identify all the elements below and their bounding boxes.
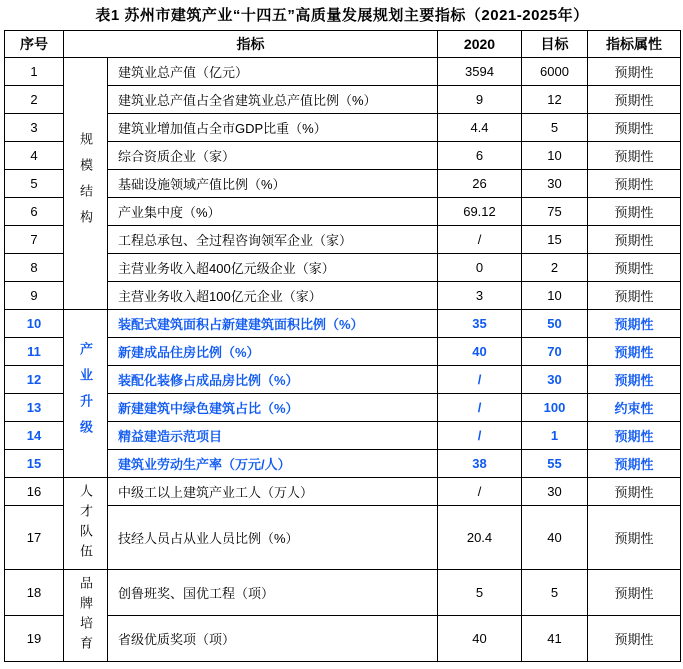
indicator-cell: 建筑业增加值占全市GDP比重（%） <box>108 114 438 142</box>
table-header-row <box>5 31 681 58</box>
row-no: 10 <box>5 310 64 338</box>
indicator-cell: 中级工以上建筑产业工人（万人） <box>108 478 438 506</box>
attribute-cell: 预期性 <box>588 570 681 616</box>
attribute-cell: 约束性 <box>588 394 681 422</box>
indicator-cell: 装配化装修占成品房比例（%） <box>108 366 438 394</box>
row-no: 14 <box>5 422 64 450</box>
table-row <box>5 478 681 506</box>
value-2020-cell: / <box>438 394 522 422</box>
indicator-cell: 基础设施领域产值比例（%） <box>108 170 438 198</box>
attribute-cell: 预期性 <box>588 450 681 478</box>
attribute-cell: 预期性 <box>588 170 681 198</box>
row-no: 7 <box>5 226 64 254</box>
attribute-cell: 预期性 <box>588 254 681 282</box>
row-no: 2 <box>5 86 64 114</box>
attribute-cell: 预期性 <box>588 282 681 310</box>
indicator-cell: 产业集中度（%） <box>108 198 438 226</box>
target-cell: 50 <box>522 310 588 338</box>
value-2020-cell: 3 <box>438 282 522 310</box>
target-cell: 1 <box>522 422 588 450</box>
row-no: 17 <box>5 506 64 570</box>
indicator-cell: 主营业务收入超400亿元级企业（家） <box>108 254 438 282</box>
value-2020-cell: 5 <box>438 570 522 616</box>
indicator-cell: 建筑业总产值（亿元） <box>108 58 438 86</box>
attribute-cell: 预期性 <box>588 114 681 142</box>
indicator-cell: 新建建筑中绿色建筑占比（%） <box>108 394 438 422</box>
target-cell: 12 <box>522 86 588 114</box>
indicator-cell: 技经人员占从业人员比例（%） <box>108 506 438 570</box>
attribute-cell: 预期性 <box>588 310 681 338</box>
row-no: 19 <box>5 616 64 662</box>
row-no: 1 <box>5 58 64 86</box>
indicator-cell: 建筑业劳动生产率（万元/人） <box>108 450 438 478</box>
value-2020-cell: 26 <box>438 170 522 198</box>
target-cell: 10 <box>522 282 588 310</box>
target-cell: 15 <box>522 226 588 254</box>
attribute-cell: 预期性 <box>588 86 681 114</box>
table-title: 表1 苏州市建筑产业“十四五”高质量发展规划主要指标（2021-2025年） <box>95 7 589 24</box>
value-2020-cell: / <box>438 366 522 394</box>
table-row <box>5 58 681 86</box>
group-cell-talent-team <box>64 478 108 570</box>
attribute-cell: 预期性 <box>588 226 681 254</box>
value-2020-cell: 40 <box>438 338 522 366</box>
row-no: 3 <box>5 114 64 142</box>
col-header-attribute: 指标属性 <box>588 31 681 58</box>
value-2020-cell: 38 <box>438 450 522 478</box>
value-2020-cell: 6 <box>438 142 522 170</box>
col-header-indicator: 指标 <box>64 31 438 58</box>
value-2020-cell: / <box>438 422 522 450</box>
value-2020-cell: 40 <box>438 616 522 662</box>
row-no: 16 <box>5 478 64 506</box>
col-header-target: 目标 <box>522 31 588 58</box>
indicator-cell: 精益建造示范项目 <box>108 422 438 450</box>
target-cell: 30 <box>522 478 588 506</box>
target-cell: 41 <box>522 616 588 662</box>
group-label: 人才队伍 <box>78 483 93 564</box>
row-no: 18 <box>5 570 64 616</box>
target-cell: 30 <box>522 170 588 198</box>
group-label: 产业升级 <box>78 341 93 446</box>
row-no: 4 <box>5 142 64 170</box>
attribute-cell: 预期性 <box>588 366 681 394</box>
indicator-cell: 创鲁班奖、国优工程（项） <box>108 570 438 616</box>
value-2020-cell: / <box>438 478 522 506</box>
attribute-cell: 预期性 <box>588 506 681 570</box>
attribute-cell: 预期性 <box>588 142 681 170</box>
attribute-cell: 预期性 <box>588 198 681 226</box>
value-2020-cell: 3594 <box>438 58 522 86</box>
indicator-cell: 建筑业总产值占全省建筑业总产值比例（%） <box>108 86 438 114</box>
row-no: 11 <box>5 338 64 366</box>
group-label: 规模结构 <box>78 131 93 236</box>
target-cell: 5 <box>522 570 588 616</box>
indicator-cell: 新建成品住房比例（%） <box>108 338 438 366</box>
target-cell: 75 <box>522 198 588 226</box>
target-cell: 10 <box>522 142 588 170</box>
target-cell: 70 <box>522 338 588 366</box>
group-cell-industry-upgrade <box>64 310 108 478</box>
value-2020-cell: 20.4 <box>438 506 522 570</box>
row-no: 12 <box>5 366 64 394</box>
target-cell: 2 <box>522 254 588 282</box>
indicator-cell: 省级优质奖项（项） <box>108 616 438 662</box>
attribute-cell: 预期性 <box>588 478 681 506</box>
value-2020-cell: 9 <box>438 86 522 114</box>
target-cell: 30 <box>522 366 588 394</box>
col-header-no: 序号 <box>5 31 64 58</box>
group-label: 品牌培育 <box>78 575 93 656</box>
table-row-highlighted <box>5 310 681 338</box>
attribute-cell: 预期性 <box>588 338 681 366</box>
row-no: 8 <box>5 254 64 282</box>
target-cell: 5 <box>522 114 588 142</box>
value-2020-cell: 4.4 <box>438 114 522 142</box>
row-no: 15 <box>5 450 64 478</box>
indicator-cell: 主营业务收入超100亿元企业（家） <box>108 282 438 310</box>
row-no: 6 <box>5 198 64 226</box>
value-2020-cell: 35 <box>438 310 522 338</box>
value-2020-cell: 69.12 <box>438 198 522 226</box>
target-cell: 6000 <box>522 58 588 86</box>
target-cell: 100 <box>522 394 588 422</box>
attribute-cell: 预期性 <box>588 58 681 86</box>
indicator-cell: 工程总承包、全过程咨询领军企业（家） <box>108 226 438 254</box>
table-row <box>5 570 681 616</box>
attribute-cell: 预期性 <box>588 616 681 662</box>
attribute-cell: 预期性 <box>588 422 681 450</box>
target-cell: 40 <box>522 506 588 570</box>
value-2020-cell: 0 <box>438 254 522 282</box>
indicator-cell: 装配式建筑面积占新建建筑面积比例（%） <box>108 310 438 338</box>
value-2020-cell: / <box>438 226 522 254</box>
indicator-cell: 综合资质企业（家） <box>108 142 438 170</box>
row-no: 5 <box>5 170 64 198</box>
group-cell-scale-structure <box>64 58 108 310</box>
group-cell-brand-cultivation <box>64 570 108 662</box>
target-cell: 55 <box>522 450 588 478</box>
row-no: 13 <box>5 394 64 422</box>
indicators-table <box>4 30 681 662</box>
row-no: 9 <box>5 282 64 310</box>
col-header-2020: 2020 <box>438 31 522 58</box>
